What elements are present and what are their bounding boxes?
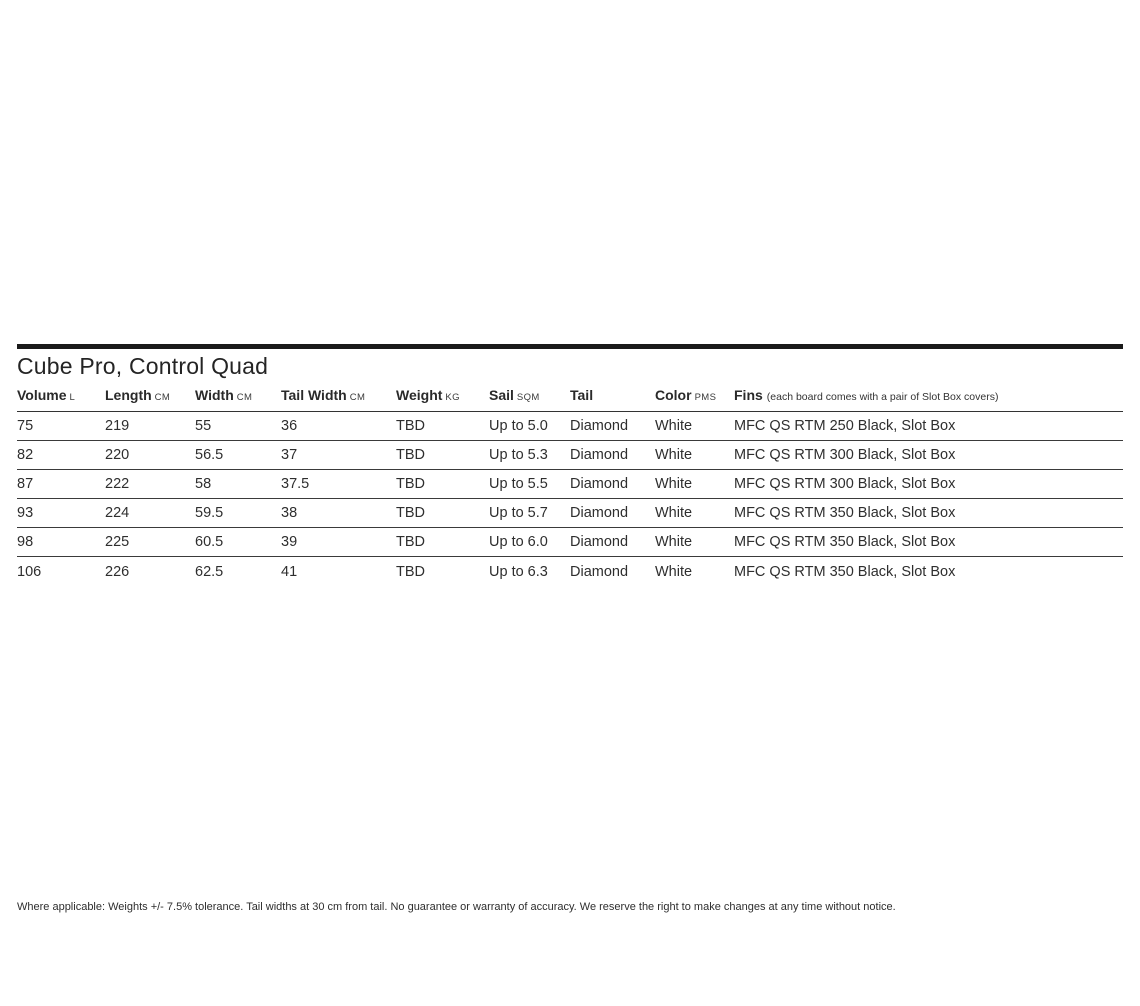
column-header-width: [195, 387, 281, 405]
cell-weight: TBD: [396, 563, 425, 580]
cell-color: White: [655, 476, 693, 492]
cell-tail-width: 37: [281, 447, 298, 463]
cell-weight: TBD: [396, 505, 425, 521]
cell-length: 219: [105, 418, 130, 434]
top-rule: [17, 344, 1123, 349]
column-label: Length: [105, 387, 152, 403]
cell-color: White: [655, 563, 693, 580]
cell-tail-width: 36: [281, 418, 298, 434]
cell-color: White: [655, 505, 693, 521]
cell-tail-width: 38: [281, 505, 298, 521]
column-label: Width: [195, 387, 234, 403]
cell-tail-width: 39: [281, 534, 298, 550]
column-unit: KG: [445, 392, 460, 403]
column-header-sail: [489, 387, 570, 405]
cell-volume: 75: [17, 418, 34, 434]
cell-tail-width: 41: [281, 563, 298, 580]
cell-fins: MFC QS RTM 350 Black, Slot Box: [734, 505, 956, 521]
cell-tail-width: 37.5: [281, 476, 310, 492]
column-label: Fins: [734, 387, 763, 403]
table-header-row: [17, 383, 1123, 412]
cell-volume: 98: [17, 534, 34, 550]
spec-row: [17, 441, 1123, 470]
column-header-fins: [734, 387, 1123, 405]
cell-sail: Up to 6.0: [489, 534, 548, 550]
column-note: (each board comes with a pair of Slot Box covers): [766, 391, 999, 403]
column-unit: CM: [349, 392, 366, 403]
cell-length: 222: [105, 476, 130, 492]
column-label: Tail: [570, 387, 594, 403]
cell-length: 224: [105, 505, 130, 521]
cell-color: White: [655, 447, 693, 463]
column-header-tail-width: [281, 387, 396, 405]
cell-weight: TBD: [396, 418, 425, 434]
cell-sail: Up to 5.0: [489, 418, 548, 434]
spec-row: [17, 470, 1123, 499]
column-header-volume: [17, 387, 105, 405]
spec-row: [17, 528, 1123, 557]
cell-width: 56.5: [195, 447, 224, 463]
cell-width: 59.5: [195, 505, 224, 521]
cell-color: White: [655, 534, 693, 550]
cell-tail: Diamond: [570, 534, 629, 550]
cell-fins: MFC QS RTM 300 Black, Slot Box: [734, 476, 956, 492]
spec-row: [17, 412, 1123, 441]
column-unit: SQM: [516, 392, 540, 403]
cell-fins: MFC QS RTM 350 Black, Slot Box: [734, 534, 956, 550]
cell-tail: Diamond: [570, 476, 629, 492]
cell-length: 225: [105, 534, 130, 550]
column-label: Sail: [489, 387, 514, 403]
disclaimer-text: Where applicable: Weights +/- 7.5% tolerance. Tail widths at 30 cm from tail. No guarantee or warranty of accuracy. We reserve the right to make changes at any time without notice.: [17, 901, 896, 913]
cell-sail: Up to 5.7: [489, 505, 548, 521]
cell-width: 60.5: [195, 534, 224, 550]
spec-table: [17, 383, 1123, 586]
cell-sail: Up to 5.3: [489, 447, 548, 463]
cell-sail: Up to 5.5: [489, 476, 548, 492]
column-label: Color: [655, 387, 692, 403]
column-unit: PMS: [694, 392, 717, 403]
cell-width: 55: [195, 418, 212, 434]
cell-length: 220: [105, 447, 130, 463]
column-label: Tail Width: [281, 387, 347, 403]
column-label: Weight: [396, 387, 443, 403]
cell-fins: MFC QS RTM 250 Black, Slot Box: [734, 418, 956, 434]
cell-tail: Diamond: [570, 447, 629, 463]
cell-tail: Diamond: [570, 563, 629, 580]
cell-width: 58: [195, 476, 212, 492]
cell-volume: 106: [17, 563, 42, 580]
cell-fins: MFC QS RTM 300 Black, Slot Box: [734, 447, 956, 463]
cell-volume: 82: [17, 447, 34, 463]
column-unit: CM: [236, 392, 253, 403]
cell-weight: TBD: [396, 447, 425, 463]
spec-row: [17, 557, 1123, 586]
spec-row: [17, 499, 1123, 528]
cell-tail: Diamond: [570, 418, 629, 434]
cell-volume: 93: [17, 505, 34, 521]
cell-weight: TBD: [396, 534, 425, 550]
column-header-color: [655, 387, 734, 405]
column-label: Volume: [17, 387, 67, 403]
cell-width: 62.5: [195, 563, 224, 580]
column-header-weight: [396, 387, 489, 405]
column-unit: L: [69, 392, 76, 403]
cell-volume: 87: [17, 476, 34, 492]
cell-weight: TBD: [396, 476, 425, 492]
cell-color: White: [655, 418, 693, 434]
cell-sail: Up to 6.3: [489, 563, 548, 580]
cell-fins: MFC QS RTM 350 Black, Slot Box: [734, 563, 956, 580]
page-title: Cube Pro, Control Quad: [17, 353, 269, 379]
column-header-tail: [570, 387, 655, 405]
column-unit: CM: [154, 392, 171, 403]
cell-tail: Diamond: [570, 505, 629, 521]
column-header-length: [105, 387, 195, 405]
cell-length: 226: [105, 563, 130, 580]
